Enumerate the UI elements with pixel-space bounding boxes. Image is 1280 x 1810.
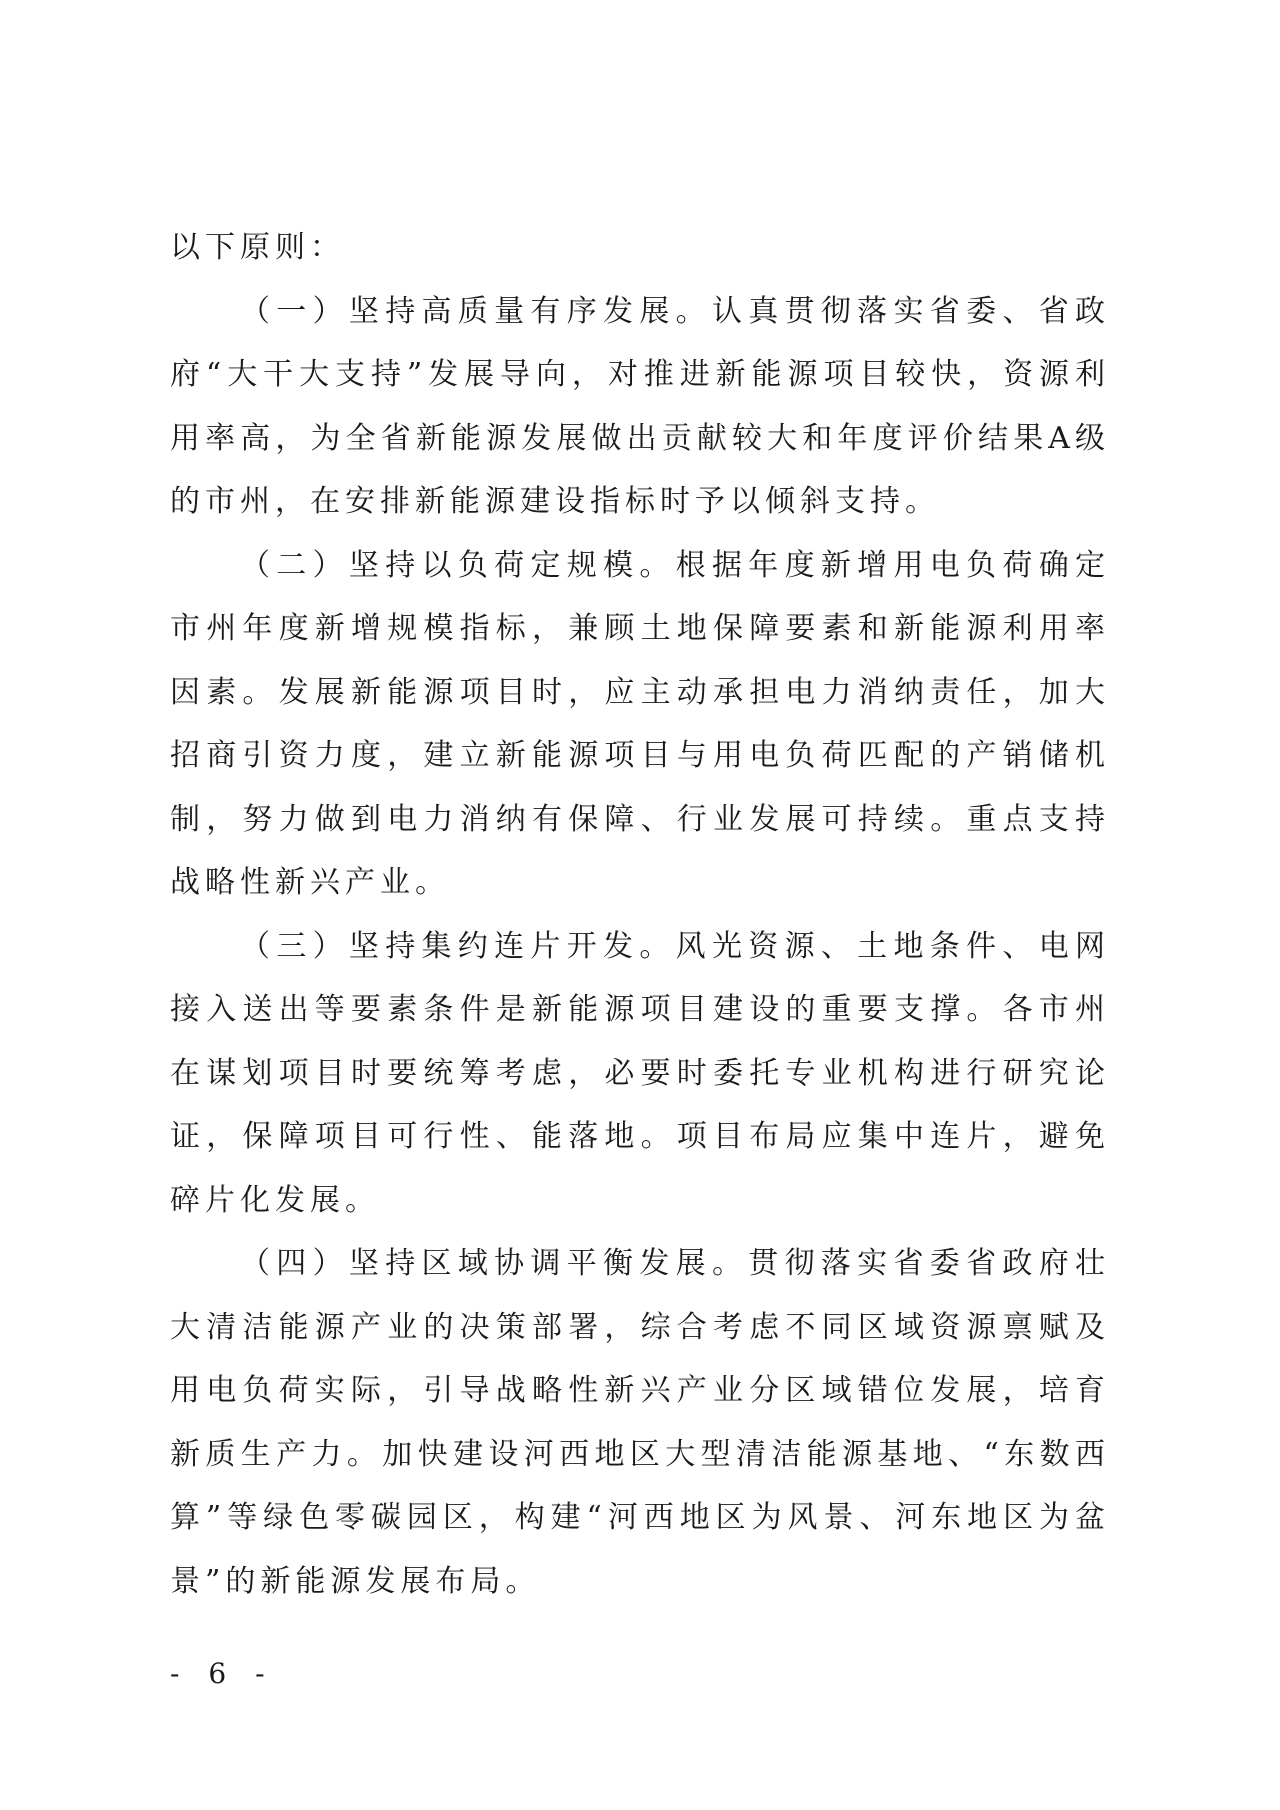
page-number: - 6 - xyxy=(170,1657,275,1690)
paragraph-principle-3: （三）坚持集约连片开发。风光资源、土地条件、电网接入送出等要素条件是新能源项目建设的重要支撑。各市州在谋划项目时要统筹考虑，必要时委托专业机构进行研究论证，保障项目可行性、能落地。项目布局应集中连片，避免碎片化发展。 xyxy=(170,928,1110,1218)
document-body xyxy=(170,216,1110,1613)
paragraph-intro: 以下原则： xyxy=(170,230,345,265)
paragraph-principle-1: （一）坚持高质量有序发展。认真贯彻落实省委、省政府“大干大支持”发展导向，对推进新能源项目较快，资源利用率高，为全省新能源发展做出贡献较大和年度评价结果A级的市州，在安排新能源建设指标时予以倾斜支持。 xyxy=(170,293,1110,519)
paragraph-principle-2: （二）坚持以负荷定规模。根据年度新增用电负荷确定市州年度新增规模指标，兼顾土地保障要素和新能源利用率因素。发展新能源项目时，应主动承担电力消纳责任，加大招商引资力度，建立新能源项目与用电负荷匹配的产销储机制，努力做到电力消纳有保障、行业发展可持续。重点支持战略性新兴产业。 xyxy=(170,547,1110,900)
paragraph-principle-4: （四）坚持区域协调平衡发展。贯彻落实省委省政府壮大清洁能源产业的决策部署，综合考虑不同区域资源禀赋及用电负荷实际，引导战略性新兴产业分区域错位发展，培育新质生产力。加快建设河西地区大型清洁能源基地、“东数西算”等绿色零碳园区，构建“河西地区为风景、河东地区为盆景”的新能源发展布局。 xyxy=(170,1246,1110,1599)
